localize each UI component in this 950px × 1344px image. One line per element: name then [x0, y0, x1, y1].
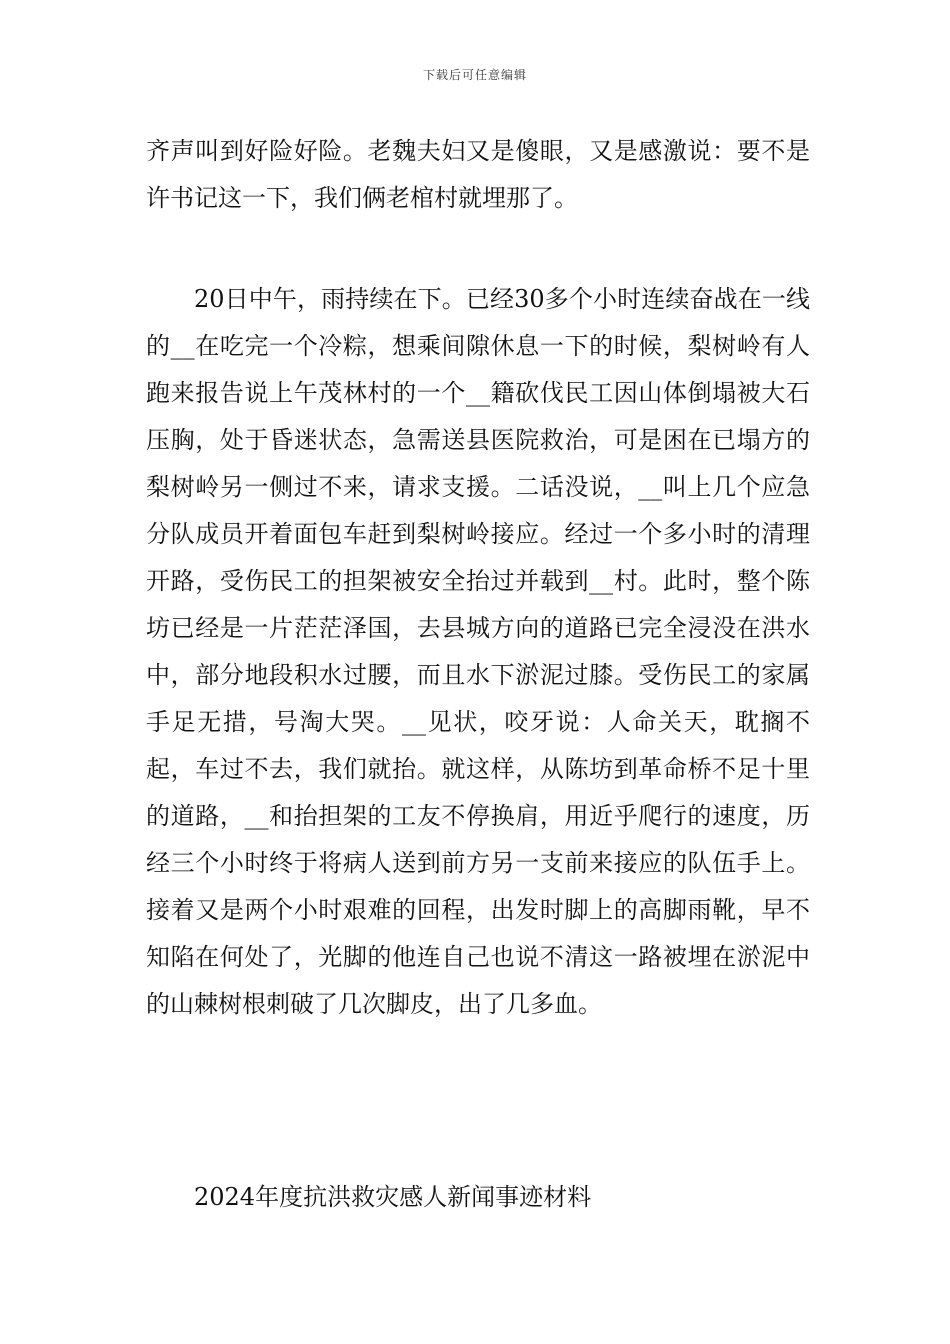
header-note: 下载后可任意编辑 — [422, 68, 527, 82]
paragraph-2 — [146, 276, 810, 1028]
paragraph-3-text: 2024年度抗洪救灾感人新闻事迹材料 — [194, 1183, 592, 1211]
paragraph-3-title — [146, 1174, 810, 1221]
paragraph-1-text: 齐声叫到好险好险。老魏夫妇又是傻眼，又是感激说：要不是许书记这一下，我们俩老棺村就埋那了。 — [146, 137, 810, 212]
paragraph-2-text: 20日中午，雨持续在下。已经30多个小时连续奋战在一线的__在吃完一个冷粽，想乘间隙休息一下的时候，梨树岭有人跑来报告说上午茂林村的一个__籍砍伐民工因山体倒塌被大石压胸，处于昏迷状态，急需送县医院救治，可是困在已塌方的梨树岭另一侧过不来，请求支援。二话没说，__叫上几个应急分队成员开着面包车赶到梨树岭接应。经过一个多小时的清理开路，受伤民工的担架被安全抬过并载到__村。此时，整个陈坊已经是一片茫茫泽国，去县城方向的道路已完全浸没在洪水中，部分地段积水过腰，而且水下淤泥过膝。受伤民工的家属手足无措，号淘大哭。__见状，咬牙说：人命关天，耽搁不起，车过不去，我们就抬。就这样，从陈坊到革命桥不足十里的道路，__和抬担架的工友不停换肩，用近乎爬行的速度，历经三个小时终于将病人送到前方另一支前来接应的队伍手上。接着又是两个小时艰难的回程，出发时脚上的高脚雨靴，早不知陷在何处了，光脚的他连自己也说不清这一路被埋在淤泥中的山棘树根刺破了几次脚皮，出了几多血。 — [146, 285, 810, 1018]
paragraph-1 — [146, 128, 810, 222]
